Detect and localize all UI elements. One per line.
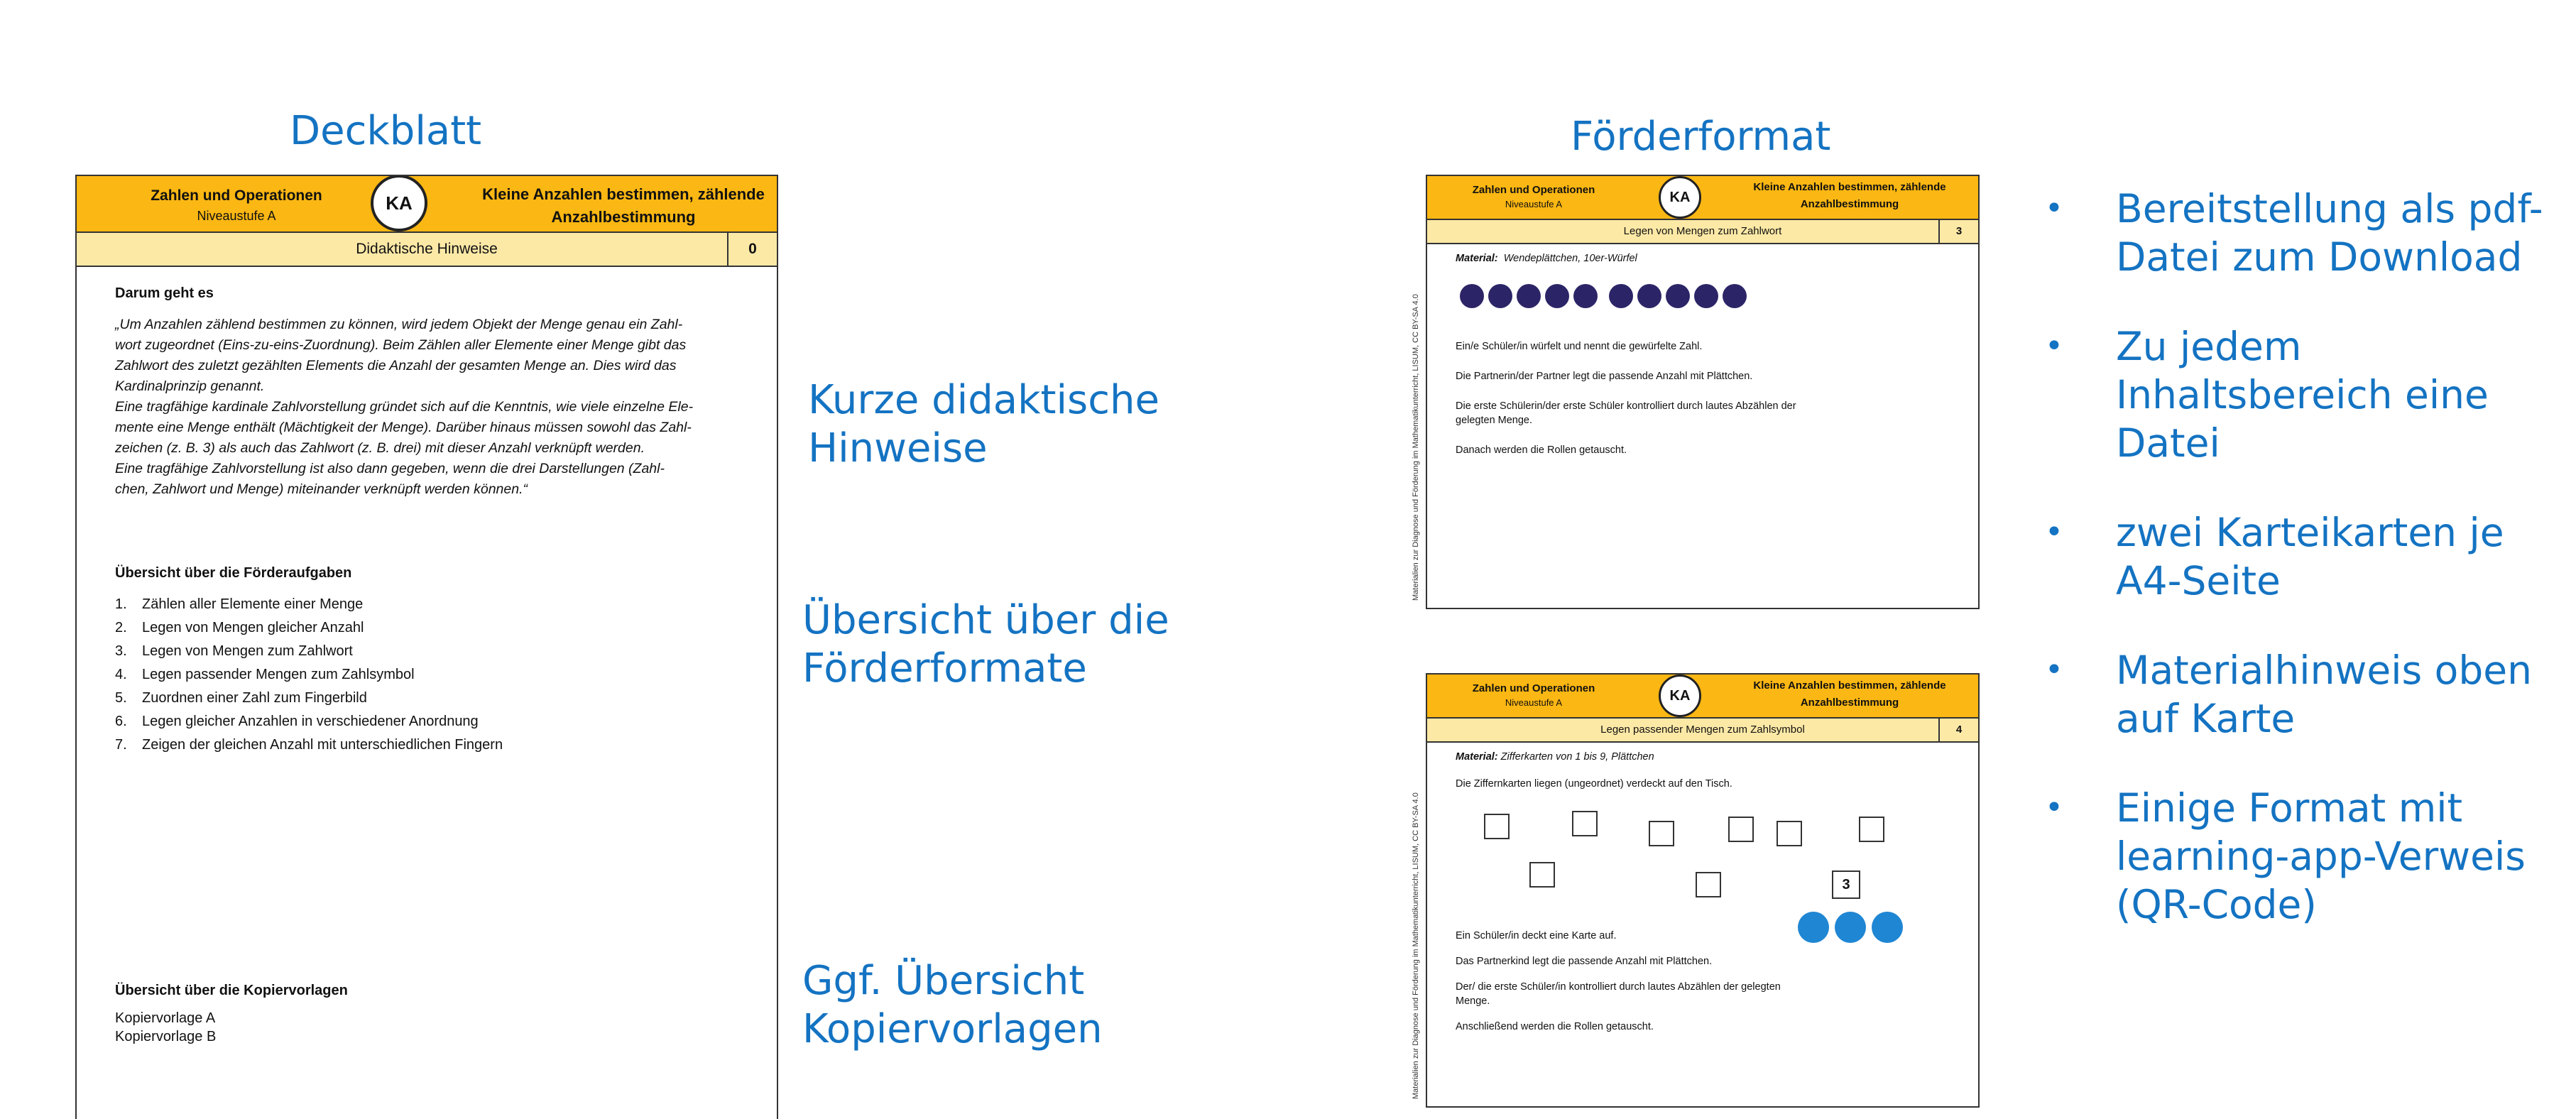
- task-item: 6. Legen gleicher Anzahlen in verschiedener Anordnung: [115, 714, 479, 729]
- card1-subheader-number: 3: [1938, 220, 1978, 243]
- number-card-facedown: [1728, 817, 1754, 842]
- number-card-facedown: [1529, 862, 1555, 888]
- task-item: 4. Legen passender Mengen zum Zahlsymbol: [115, 667, 415, 682]
- bullet-item: • Materialhinweis oben auf Karte: [2045, 648, 2532, 741]
- card2-body: [1427, 743, 1978, 1034]
- card1-license-note: Materialien zur Diagnose und Förderung im Mathematikunterricht, LISUM, CC BY-SA 4.0: [1412, 294, 1420, 601]
- counter-dot: [1545, 284, 1569, 308]
- card2-intro: Die Ziffernkarten liegen (ungeordnet) verdeckt auf den Tisch.: [1456, 778, 1732, 790]
- label-didaktische-hinweise: Kurze didaktische Hinweise: [808, 377, 1159, 471]
- counter-dot: [1460, 284, 1484, 308]
- card2-level: Niveaustufe A: [1505, 697, 1563, 708]
- card1-line: Die Partnerin/der Partner legt die passende Anzahl mit Plättchen.: [1456, 371, 1753, 382]
- counter-dot: [1835, 912, 1866, 943]
- number-card-facedown: [1484, 814, 1510, 839]
- task-item: 2. Legen von Mengen gleicher Anzahl: [115, 620, 364, 635]
- card1-level: Niveaustufe A: [1505, 199, 1563, 209]
- task-list: [115, 593, 761, 757]
- card1-ka-badge: KA: [1659, 176, 1701, 219]
- card2-area-title: Zahlen und Operationen: [1472, 682, 1595, 694]
- feature-bullets: [2045, 185, 2556, 970]
- number-card-revealed: 3: [1832, 870, 1860, 899]
- number-card-facedown: [1696, 872, 1721, 897]
- card2-line: Das Partnerkind legt die passende Anzahl mit Plättchen.: [1456, 956, 1713, 967]
- task-item: 7. Zeigen der gleichen Anzahl mit unterschiedlichen Fingern: [115, 737, 503, 753]
- card1-header: [1427, 176, 1978, 220]
- number-card-facedown: [1777, 821, 1802, 846]
- counter-dot: [1609, 284, 1633, 308]
- quote-line: „Um Anzahlen zählend bestimmen zu können, wird jedem Objekt der Menge genau ein Zahl-: [115, 317, 683, 332]
- deck-subheader-number: 0: [727, 233, 777, 266]
- deck-ka-badge: KA: [371, 175, 427, 231]
- template-item: Kopiervorlage A: [115, 1010, 216, 1026]
- card2-license-note: Materialien zur Diagnose und Förderung im Mathematikunterricht, LISUM, CC BY-SA 4.0: [1412, 792, 1420, 1099]
- card1-line: Die erste Schülerin/der erste Schüler kontrolliert durch lautes Abzählen der gelegten Menge.: [1456, 400, 1796, 426]
- bullet-dot-icon: •: [2045, 190, 2063, 226]
- counter-dot: [1573, 284, 1598, 308]
- deck-topic: Kleine Anzahlen bestimmen, zählende Anzahlbestimmung: [482, 185, 765, 226]
- quote-line: Eine tragfähige kardinale Zahlvorstellung gründet sich auf die Kenntnis, wie viele einzelne Ele-: [115, 399, 694, 415]
- deck-section-title-darum: Darum geht es: [115, 285, 214, 301]
- quote-line: chen, Zahlwort und Menge) miteinander verknüpft werden können.“: [115, 481, 528, 497]
- card2-area: [1456, 682, 1612, 710]
- counter-dot: [1637, 284, 1661, 308]
- foerder-card-3: [1426, 175, 1980, 609]
- template-item: Kopiervorlage B: [115, 1029, 217, 1044]
- card1-topic: Kleine Anzahlen bestimmen, zählende Anzahlbestimmung: [1753, 181, 1946, 210]
- card1-text: [1456, 339, 1796, 457]
- bullet-item: • Bereitstellung als pdf-Datei zum Download: [2045, 186, 2543, 280]
- deck-subheader-label: Didaktische Hinweise: [356, 241, 498, 257]
- bullet-item: • zwei Karteikarten je A4-Seite: [2045, 510, 2504, 604]
- card2-line: Der/ die erste Schüler/in kontrolliert durch lautes Abzählen der gelegten Menge.: [1456, 981, 1781, 1007]
- counter-dot: [1488, 284, 1512, 308]
- card1-body: [1427, 244, 1978, 457]
- bullet-dot-icon: •: [2045, 652, 2063, 688]
- bullet-dot-icon: •: [2045, 790, 2063, 826]
- card2-header: [1427, 675, 1978, 719]
- number-card-facedown: [1859, 817, 1884, 842]
- card2-subheader-label: Legen passender Mengen zum Zahlsymbol: [1600, 724, 1805, 736]
- card2-cards-area: [1456, 798, 1963, 946]
- task-item: 5. Zuordnen einer Zahl zum Fingerbild: [115, 690, 367, 706]
- card1-dots: [1456, 275, 1963, 325]
- deckblatt-page: [75, 175, 778, 1119]
- label-uebersicht-foerderformate: Übersicht über die Förderformate: [802, 597, 1169, 692]
- card2-ka-badge: KA: [1659, 675, 1701, 717]
- task-item: 1. Zählen aller Elemente einer Menge: [115, 596, 364, 612]
- number-card-facedown: [1649, 821, 1674, 846]
- card2-topic: Kleine Anzahlen bestimmen, zählende Anzahlbestimmung: [1753, 679, 1946, 709]
- heading-foerderformat: Förderformat: [1571, 114, 1831, 160]
- card2-subheader-number: 4: [1938, 719, 1978, 741]
- deck-header: [77, 176, 777, 233]
- quote-line: Zahlwort des zuletzt gezählten Elements die Anzahl der gesamten Menge an. Dies wird das: [115, 358, 677, 373]
- card1-line: Danach werden die Rollen getauscht.: [1456, 444, 1627, 456]
- deck-section-title-uebersicht: Übersicht über die Förderaufgaben: [115, 565, 352, 581]
- card1-area: [1456, 183, 1612, 212]
- card1-material: Material: Wendeplättchen, 10er-Würfel: [1456, 253, 1637, 264]
- heading-deckblatt: Deckblatt: [290, 108, 482, 154]
- card2-material: Material: Zifferkarten von 1 bis 9, Plättchen: [1456, 751, 1654, 763]
- bullet-dot-icon: •: [2045, 514, 2063, 550]
- quote-line: wort zugeordnet (Eins-zu-eins-Zuordnung). Beim Zählen aller Elemente einer Menge gibt das: [115, 337, 687, 353]
- bullet-item: • Einige Format mit learning-app-Verweis (QR-Code): [2045, 785, 2526, 927]
- label-kopiervorlagen: Ggf. Übersicht Kopiervorlagen: [802, 958, 1103, 1052]
- card2-subheader: [1427, 719, 1978, 743]
- deck-area-title: Zahlen und Operationen: [151, 187, 322, 204]
- card2-line: Ein Schüler/in deckt eine Karte auf.: [1456, 930, 1617, 941]
- counter-dot: [1798, 912, 1829, 943]
- deck-area: [119, 186, 354, 226]
- counter-dot: [1723, 284, 1747, 308]
- counter-dot: [1694, 284, 1718, 308]
- quote-line: Eine tragfähige Zahlvorstellung ist also dann gegeben, wenn die drei Darstellungen (Zahl-: [115, 461, 665, 476]
- card1-line: Ein/e Schüler/in würfelt und nennt die gewürfelte Zahl.: [1456, 341, 1703, 352]
- card2-line: Anschließend werden die Rollen getauscht.: [1456, 1021, 1654, 1032]
- counter-dot: [1517, 284, 1541, 308]
- card1-subheader-label: Legen von Mengen zum Zahlwort: [1623, 225, 1782, 237]
- counter-dot: [1872, 912, 1903, 943]
- deck-section-title-kopier: Übersicht über die Kopiervorlagen: [115, 983, 348, 998]
- card1-subheader: [1427, 220, 1978, 244]
- card1-area-title: Zahlen und Operationen: [1472, 184, 1595, 196]
- deck-quote: [115, 315, 761, 500]
- deck-subheader: [77, 233, 777, 267]
- counter-dot: [1666, 284, 1690, 308]
- deck-level: Niveaustufe A: [197, 209, 276, 223]
- template-list: [115, 1009, 761, 1046]
- foerder-card-4: [1426, 673, 1980, 1108]
- quote-line: zeichen (z. B. 3) als auch das Zahlwort (z. B. drei) mit dieser Anzahl verknüpft werden.: [115, 440, 645, 456]
- deck-body: [77, 267, 777, 1046]
- bullet-item: • Zu jedem Inhaltsbereich eine Datei: [2045, 324, 2489, 466]
- number-card-facedown: [1572, 811, 1598, 836]
- quote-line: Kardinalprinzip genannt.: [115, 378, 265, 394]
- bullet-dot-icon: •: [2045, 328, 2063, 364]
- task-item: 3. Legen von Mengen zum Zahlwort: [115, 643, 353, 659]
- quote-line: mente eine Menge enthält (Mächtigkeit der Menge). Darüber hinaus müssen sowohl das Zahl-: [115, 420, 692, 435]
